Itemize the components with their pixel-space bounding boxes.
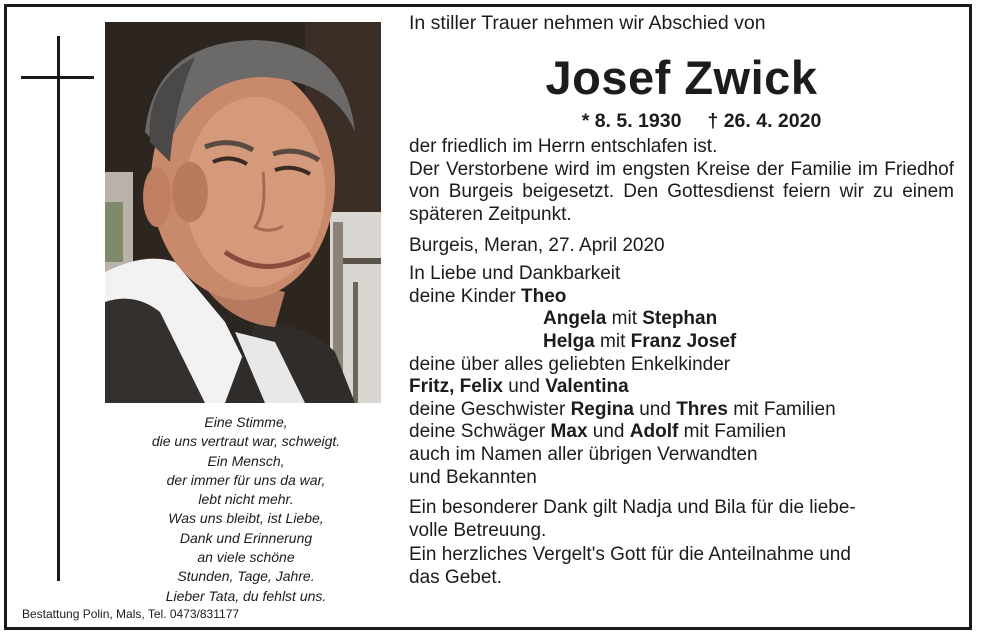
partner-name: Franz Josef <box>630 330 737 352</box>
poem-line: Stunden, Tage, Jahre. <box>177 568 315 585</box>
siblings-prefix: deine Geschwister <box>409 398 566 420</box>
poem-line: Lieber Tata, du fehlst uns. <box>165 587 327 604</box>
thanks-line: Ein besonderer Dank gilt Nadja und Bila für die liebe- <box>409 497 856 519</box>
cross-icon <box>57 36 60 581</box>
thanks-line: Ein herzliches Vergelt's Gott für die Anteilnahme und <box>409 544 851 566</box>
cross-icon-bar <box>21 76 94 79</box>
conjunction: und <box>508 376 540 398</box>
deceased-name: Josef Zwick <box>545 50 818 104</box>
grandchild-name: Valentina <box>545 376 629 398</box>
memorial-poem <box>112 413 380 606</box>
inlaw-name: Adolf <box>629 421 679 443</box>
grandchildren-names: Fritz, Felix <box>409 376 503 398</box>
conjunction: und <box>639 398 671 420</box>
child-name: Helga <box>543 330 595 352</box>
undertaker-contact: Bestattung Polin, Mals, Tel. 0473/831177 <box>22 607 240 621</box>
announcement-text <box>409 12 954 589</box>
poem-line: an viele schöne <box>197 549 295 566</box>
inlaws-suffix: mit Familien <box>683 421 787 443</box>
thanks-special <box>409 497 954 542</box>
poem-line: Eine Stimme, <box>204 414 288 430</box>
burial-statement: Der Verstorbene wird im engsten Kreise der Familie im Friedhof von Burgeis beigesetzt. Den Gottesdienst feiern wir zu einem späteren Zeitpunkt. <box>409 158 954 225</box>
grandchildren-intro: deine über alles geliebten Enkelkinder <box>409 353 731 375</box>
inlaws-line <box>409 421 954 444</box>
conjunction: mit <box>600 330 626 352</box>
child-name: Angela <box>543 308 607 330</box>
inlaw-name: Max <box>550 421 588 443</box>
siblings-line <box>409 399 954 422</box>
grandchildren-line <box>409 376 954 399</box>
inlaws-prefix: deine Schwäger <box>409 421 546 443</box>
thanks-line: volle Betreuung. <box>409 519 547 541</box>
thanks-general <box>409 544 954 589</box>
birth-date: * 8. 5. 1930 <box>581 109 682 132</box>
intro-line: In stiller Trauer nehmen wir Abschied von <box>409 12 766 34</box>
place-date: Burgeis, Meran, 27. April 2020 <box>409 234 665 256</box>
thanks-line: das Gebet. <box>409 566 502 588</box>
poem-line: die uns vertraut war, schweigt. <box>151 433 341 450</box>
portrait-photo <box>105 22 381 403</box>
relatives-line: und Bekannten <box>409 466 537 488</box>
poem-line: lebt nicht mehr. <box>198 491 294 508</box>
poem-line: der immer für uns da war, <box>166 471 326 488</box>
poem-line: Was uns bleibt, ist Liebe, <box>168 510 324 527</box>
conjunction: und <box>592 421 625 443</box>
children-line <box>409 286 954 309</box>
conjunction: mit <box>611 308 637 330</box>
sibling-name: Thres <box>676 398 728 420</box>
life-dates <box>449 110 954 133</box>
poem-line: Dank und Erinnerung <box>179 529 313 546</box>
siblings-suffix: mit Familien <box>733 398 836 420</box>
mourners-opening: In Liebe und Dankbarkeit <box>409 263 621 285</box>
children-prefix: deine Kinder <box>409 285 516 307</box>
children-line <box>409 331 954 354</box>
death-date: † 26. 4. 2020 <box>707 109 822 132</box>
poem-line: Ein Mensch, <box>207 452 285 469</box>
partner-name: Stephan <box>642 308 718 330</box>
relatives-line: auch im Namen aller übrigen Verwandten <box>409 443 758 465</box>
statement-line: der friedlich im Herrn entschlafen ist. <box>409 136 718 158</box>
sibling-name: Regina <box>570 398 634 420</box>
child-name: Theo <box>520 285 567 307</box>
children-line <box>409 308 954 331</box>
